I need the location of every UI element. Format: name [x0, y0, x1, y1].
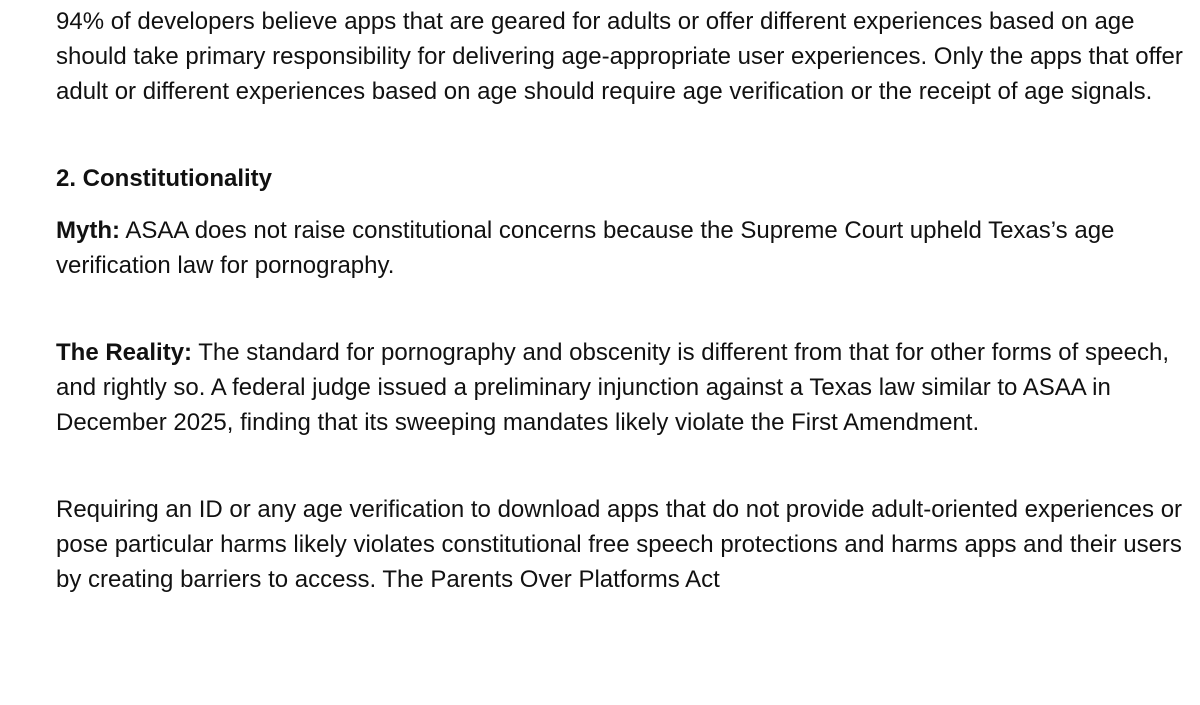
reality-paragraph — [56, 335, 1186, 440]
section-heading: 2. Constitutionality — [56, 165, 272, 192]
myth-label: Myth: — [56, 217, 120, 244]
reality-label: The Reality: — [56, 339, 193, 366]
closing-paragraph: Requiring an ID or any age verification to download apps that do not provide adult-oriented experiences or pose particular harms likely violates constitutional free speech protections and harms apps and their users by creating barriers to access. The Parents Over Platforms Act — [56, 496, 1183, 593]
intro-paragraph: 94% of developers believe apps that are geared for adults or offer different experiences based on age should take primary responsibility for delivering age-appropriate user experiences. Only the apps that offer adult or different experiences based on age should require age verification or the receipt of age signals. — [56, 8, 1183, 105]
myth-text: ASAA does not raise constitutional concerns because the Supreme Court upheld Texas’s age verification law for pornography. — [56, 217, 1115, 279]
document-body — [56, 4, 1186, 597]
reality-text: The standard for pornography and obscenity is different from that for other forms of speech, and rightly so. A federal judge issued a preliminary injunction against a Texas law similar to ASAA in December 2025, finding that its sweeping mandates likely violate the First Amendment. — [56, 339, 1170, 436]
myth-paragraph — [56, 213, 1186, 283]
